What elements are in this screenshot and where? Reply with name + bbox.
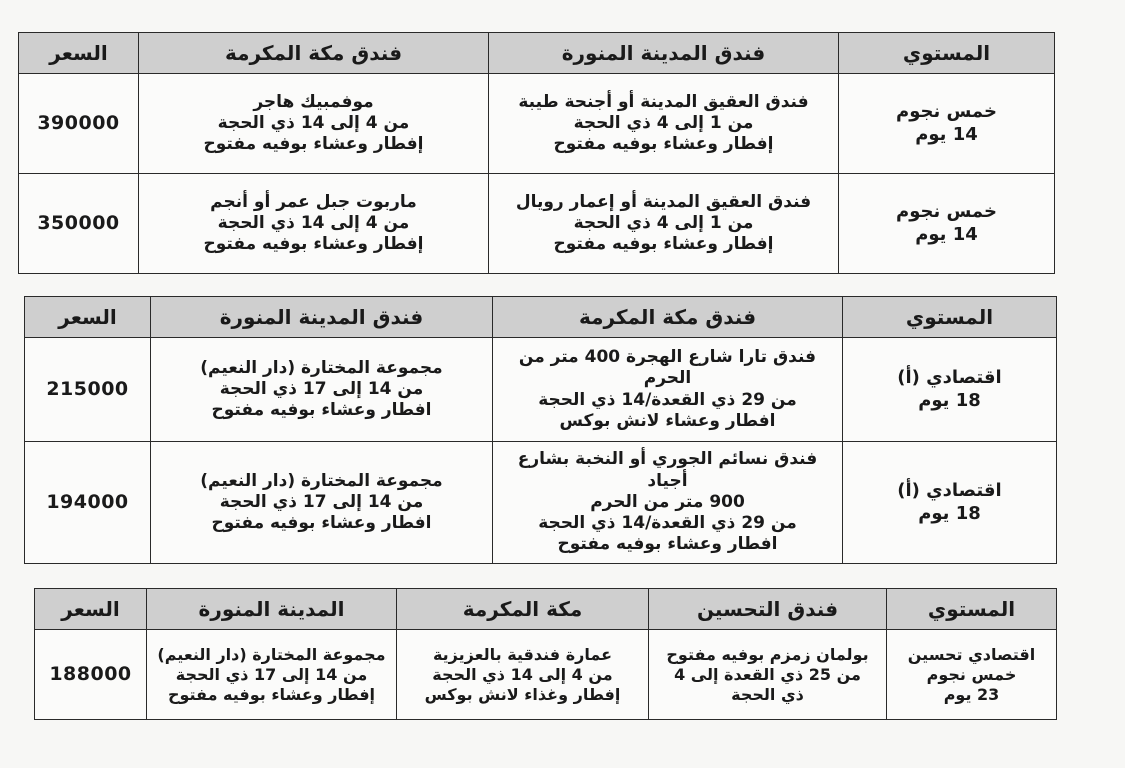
hotel-line: ماربوت جبل عمر أو أنجم	[210, 191, 417, 212]
makkah-hotel-cell	[139, 74, 489, 174]
table-row	[35, 630, 1057, 720]
level-line: اقتصادي (أ)	[897, 480, 1002, 501]
hotel-line: إفطار وعشاء بوفيه مفتوح	[553, 134, 774, 155]
level-cell	[887, 630, 1057, 720]
level-line: خمس نجوم	[896, 201, 997, 222]
table-header-row	[35, 589, 1057, 630]
price-cell: 194000	[25, 442, 151, 564]
hotel-line: من 29 ذي القعدة/14 ذي الحجة	[538, 389, 797, 410]
hotel-line: مجموعة المختارة (دار النعيم)	[157, 644, 386, 664]
hotel-line: فندق العقيق المدينة أو أجنحة طيبة	[518, 91, 809, 112]
hotel-line: ذي الحجة	[731, 684, 804, 704]
hotel-line: افطار وعشاء بوفيه مفتوح	[557, 534, 778, 555]
table-header-row	[19, 33, 1055, 74]
hotel-line: من 14 إلى 17 ذي الحجة	[219, 491, 424, 512]
header-madinah: المدينة المنورة	[147, 589, 397, 630]
hotel-line: إفطار وعشاء بوفيه مفتوح	[203, 134, 424, 155]
hotel-line: إفطار وعشاء بوفيه مفتوح	[553, 234, 774, 255]
hotel-line: 900 متر من الحرم	[590, 491, 745, 512]
price-cell: 350000	[19, 174, 139, 274]
hajj-packages-table-tahseen	[34, 588, 1057, 720]
level-line: 18 يوم	[918, 502, 981, 524]
level-line: 23 يوم	[943, 684, 1000, 704]
hotel-line: فندق تارا شارع الهجرة 400 متر من الحرم	[518, 347, 817, 389]
tahseen-hotel-cell	[649, 630, 887, 720]
level-line: اقتصادي (أ)	[897, 367, 1002, 388]
header-level: المستوي	[839, 33, 1055, 74]
header-madinah-hotel: فندق المدينة المنورة	[489, 33, 839, 74]
level-line: خمس نجوم	[926, 664, 1017, 684]
hotel-line: مجموعة المختارة (دار النعيم)	[200, 470, 443, 491]
hotel-line: افطار وعشاء بوفيه مفتوح	[211, 400, 432, 421]
hotel-line: افطار وعشاء بوفيه مفتوح	[211, 513, 432, 534]
hotel-line: بولمان زمزم بوفيه مفتوح	[666, 644, 869, 664]
price-cell: 188000	[35, 630, 147, 720]
hotel-line: افطار وعشاء لانش بوكس	[559, 410, 776, 431]
makkah-hotel-cell	[397, 630, 649, 720]
makkah-hotel-cell	[493, 442, 843, 564]
hotel-line: من 4 إلى 14 ذي الحجة	[432, 664, 613, 684]
header-makkah: مكة المكرمة	[397, 589, 649, 630]
hotel-line: من 14 إلى 17 ذي الحجة	[219, 378, 424, 399]
hotel-line: من 25 ذي القعدة إلى 4	[674, 664, 861, 684]
makkah-hotel-cell	[493, 338, 843, 442]
table-row	[19, 74, 1055, 174]
hotel-line: عمارة فندقية بالعزيزية	[432, 644, 613, 664]
header-makkah-hotel: فندق مكة المكرمة	[493, 297, 843, 338]
hotel-line: إفطار وغذاء لانش بوكس	[424, 684, 621, 704]
hotel-line: فندق نسائم الجوري أو النخبة بشارع أجياد	[517, 449, 818, 491]
level-line: 14 يوم	[915, 223, 978, 245]
hotel-line: من 29 ذي القعدة/14 ذي الحجة	[538, 513, 797, 534]
hotel-line: من 4 إلى 14 ذي الحجة	[217, 212, 410, 233]
madinah-hotel-cell	[151, 442, 493, 564]
price-cell: 215000	[25, 338, 151, 442]
madinah-hotel-cell	[489, 174, 839, 274]
header-level: المستوي	[887, 589, 1057, 630]
table-row	[19, 174, 1055, 274]
hotel-line: فندق العقيق المدينة أو إعمار رويال	[515, 191, 812, 212]
header-level: المستوي	[843, 297, 1057, 338]
hotel-line: إفطار وعشاء بوفيه مفتوح	[167, 684, 376, 704]
header-price: السعر	[25, 297, 151, 338]
header-madinah-hotel: فندق المدينة المنورة	[151, 297, 493, 338]
madinah-hotel-cell	[147, 630, 397, 720]
level-line: اقتصادي تحسين	[907, 644, 1036, 664]
table-header-row	[25, 297, 1057, 338]
hotel-line: من 1 إلى 4 ذي الحجة	[573, 212, 754, 233]
madinah-hotel-cell	[151, 338, 493, 442]
level-cell	[843, 338, 1057, 442]
madinah-hotel-cell	[489, 74, 839, 174]
level-line: 14 يوم	[915, 123, 978, 145]
hotel-line: من 4 إلى 14 ذي الحجة	[217, 112, 410, 133]
level-line: 18 يوم	[918, 389, 981, 411]
hajj-packages-table-economy-a	[24, 296, 1057, 564]
level-cell	[839, 174, 1055, 274]
hotel-line: موفمبيك هاجر	[253, 91, 374, 112]
header-price: السعر	[35, 589, 147, 630]
header-price: السعر	[19, 33, 139, 74]
price-cell: 390000	[19, 74, 139, 174]
table-row	[25, 442, 1057, 564]
hotel-line: من 14 إلى 17 ذي الحجة	[175, 664, 368, 684]
header-tahseen-hotel: فندق التحسين	[649, 589, 887, 630]
hajj-packages-table-five-star	[18, 32, 1055, 274]
level-cell	[839, 74, 1055, 174]
hotel-line: إفطار وعشاء بوفيه مفتوح	[203, 234, 424, 255]
level-line: خمس نجوم	[896, 101, 997, 122]
hotel-line: مجموعة المختارة (دار النعيم)	[200, 357, 443, 378]
table-row	[25, 338, 1057, 442]
level-cell	[843, 442, 1057, 564]
header-makkah-hotel: فندق مكة المكرمة	[139, 33, 489, 74]
makkah-hotel-cell	[139, 174, 489, 274]
hotel-line: من 1 إلى 4 ذي الحجة	[573, 112, 754, 133]
